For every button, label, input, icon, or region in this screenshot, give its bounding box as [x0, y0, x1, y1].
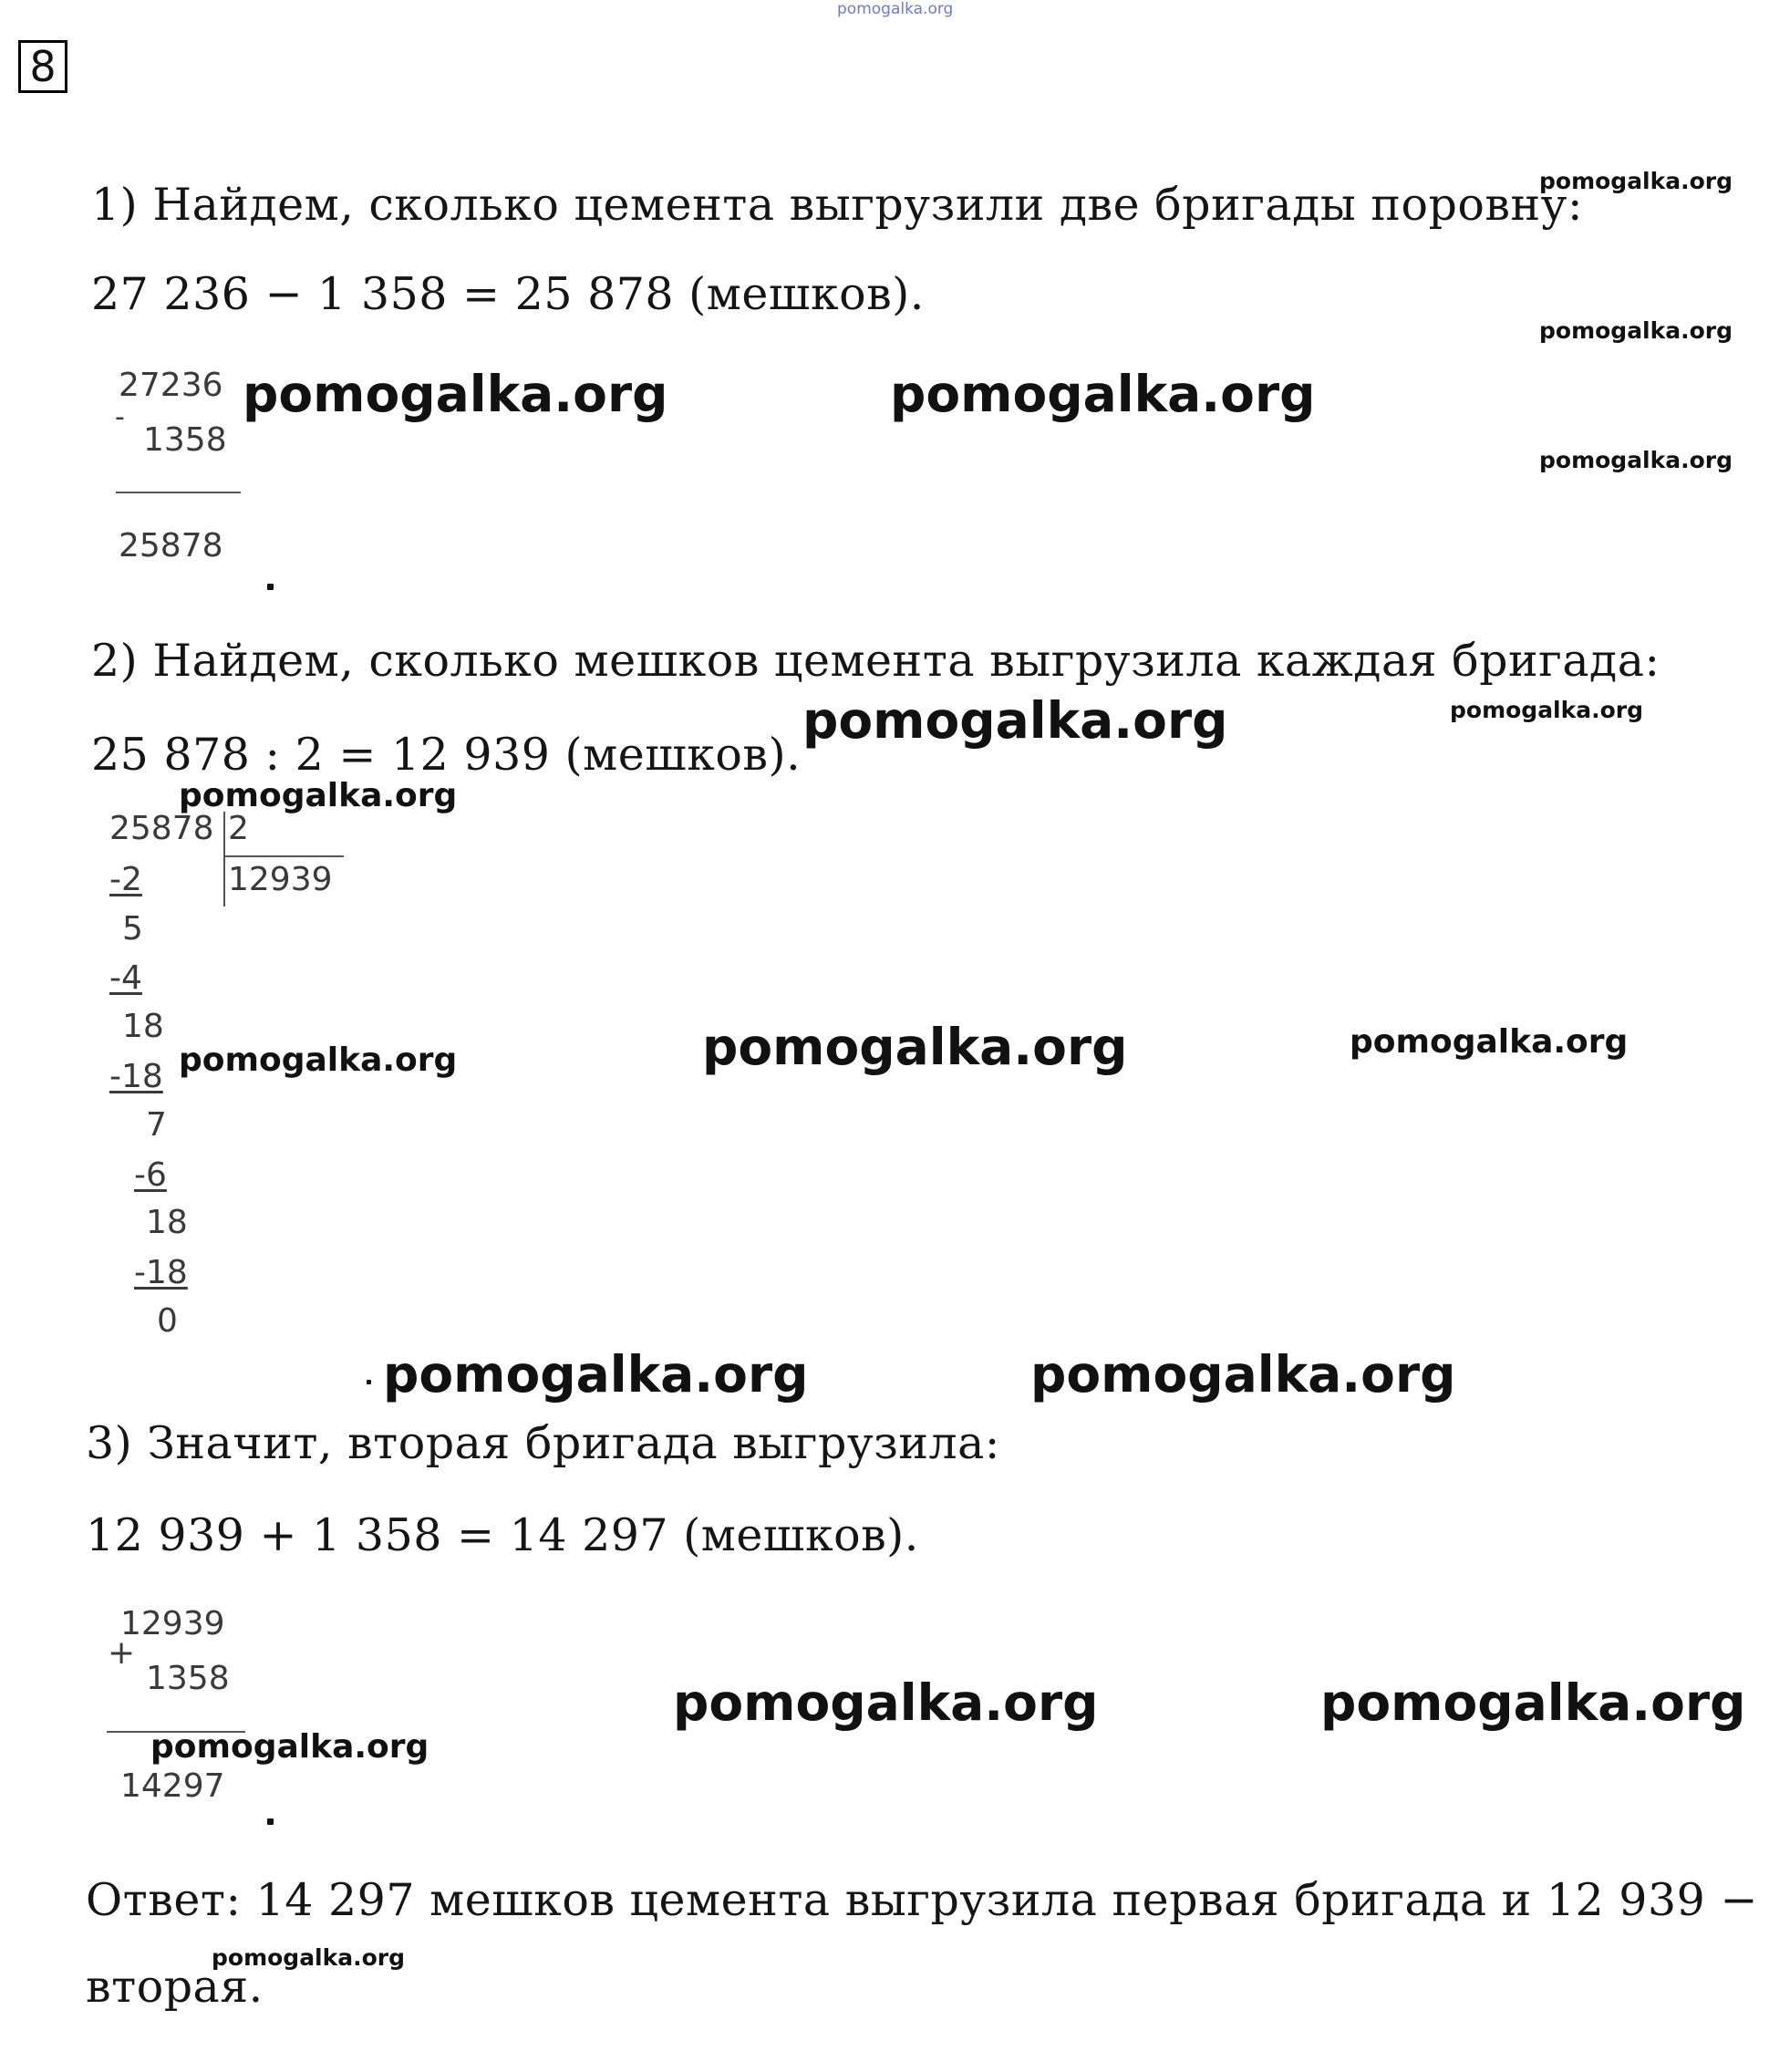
- step1-equation: 27 236 − 1 358 = 25 878 (мешков).: [91, 268, 925, 320]
- division-step: 18: [146, 1204, 188, 1241]
- watermark: pomogalka.org: [212, 1944, 406, 1971]
- watermark: pomogalka.org: [1320, 1673, 1746, 1732]
- division-step: 18: [122, 1008, 164, 1045]
- watermark: pomogalka.org: [150, 1728, 429, 1766]
- watermark: pomogalka.org: [1539, 447, 1733, 473]
- step1-column-bottom: 1358: [143, 421, 227, 459]
- division-step: -4: [109, 959, 142, 997]
- division-divisor-rule: [225, 855, 344, 857]
- step3-heading: 3) Значит, вторая бригада выгрузила:: [86, 1417, 1000, 1469]
- watermark: pomogalka.org: [179, 1041, 458, 1079]
- watermark: pomogalka.org: [243, 365, 668, 423]
- division-vertical-rule: [223, 812, 225, 906]
- division-step: 5: [122, 910, 143, 948]
- step1-column-result: 25878: [119, 527, 223, 565]
- division-step: -18: [109, 1058, 163, 1095]
- division-step: -2: [109, 861, 142, 898]
- step1-column-dot: [267, 584, 274, 590]
- division-dividend: 25878: [109, 810, 214, 847]
- header-watermark: pomogalka.org: [837, 0, 954, 18]
- watermark: pomogalka.org: [890, 365, 1316, 423]
- step3-column-result: 14297: [120, 1767, 225, 1805]
- step2-equation: 25 878 : 2 = 12 939 (мешков).: [91, 729, 802, 781]
- watermark: pomogalka.org: [673, 1673, 1099, 1732]
- step2-heading: 2) Найдем, сколько мешков цемента выгрузила каждая бригада:: [91, 635, 1660, 687]
- step1-column-top: 27236: [119, 367, 223, 404]
- step3-column-dot: [267, 1818, 274, 1825]
- step3-equation: 12 939 + 1 358 = 14 297 (мешков).: [86, 1509, 919, 1561]
- watermark: pomogalka.org: [1030, 1345, 1456, 1404]
- watermark: pomogalka.org: [1450, 697, 1644, 723]
- step3-column-sign: +: [108, 1634, 136, 1672]
- division-quotient: 12939: [228, 861, 333, 898]
- answer-line2: вторая.: [86, 1961, 264, 2013]
- step1-column-sign: -: [115, 401, 125, 433]
- watermark: pomogalka.org: [1539, 317, 1733, 344]
- step3-column-top: 12939: [120, 1605, 225, 1642]
- watermark: pomogalka.org: [702, 1018, 1128, 1076]
- watermark: pomogalka.org: [179, 777, 458, 814]
- answer-line1: Ответ: 14 297 мешков цемента выгрузила первая бригада и 12 939 −: [86, 1874, 1758, 1926]
- division-step: -6: [134, 1156, 167, 1194]
- problem-number-box: 8: [18, 40, 67, 93]
- step1-column-rule: [116, 492, 241, 493]
- watermark: pomogalka.org: [1539, 168, 1733, 194]
- step3-column-bottom: 1358: [146, 1660, 230, 1697]
- division-step: 7: [146, 1106, 167, 1144]
- watermark: pomogalka.org: [1350, 1023, 1629, 1061]
- division-step: -18: [134, 1254, 188, 1291]
- watermark: pomogalka.org: [802, 691, 1228, 750]
- division-divisor: 2: [228, 810, 249, 847]
- watermark: pomogalka.org: [383, 1345, 809, 1404]
- division-dot: [367, 1380, 371, 1384]
- division-step: 0: [157, 1302, 178, 1340]
- step1-heading: 1) Найдем, сколько цемента выгрузили две бригады поровну:: [91, 179, 1583, 231]
